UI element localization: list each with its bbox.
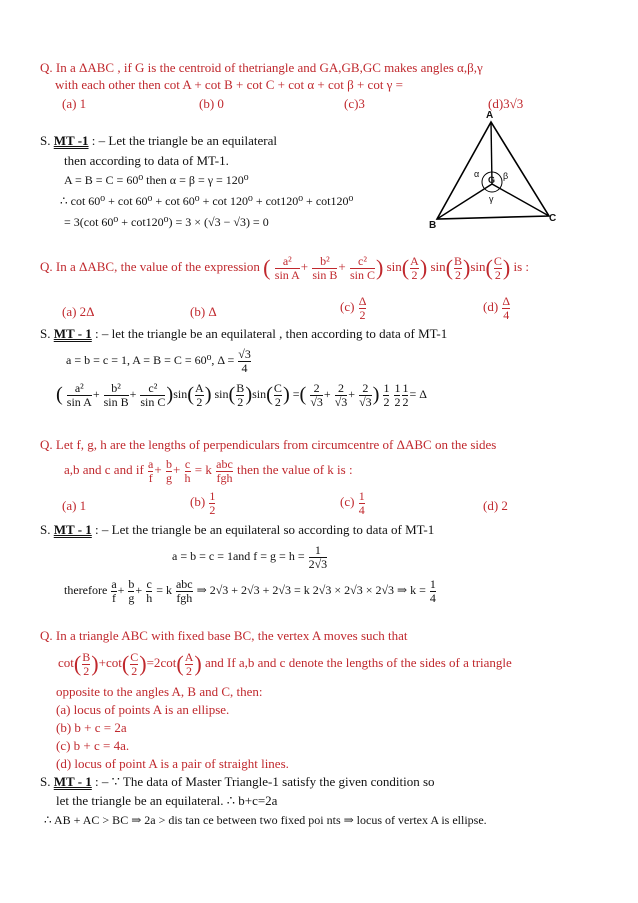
q4-option-d: (d) locus of point A is a pair of straight lines. — [56, 756, 289, 771]
s3-line2: a = b = c = 1and f = g = h = $\frac{1}{2√3}$ — [172, 543, 328, 571]
q2-suffix: is : — [513, 259, 530, 275]
q2-term-a: $\frac{\text{a²}}{\text{sin A}}$ — [274, 254, 300, 282]
s1-line3: A = B = C = 60⁰ then α = β = γ = 120⁰ — [64, 173, 249, 187]
s2-line1 — [40, 326, 447, 342]
s2-line3: ( $\frac{\text{a²}}{\text{sin A}}$ + $\frac{\text{b²}}{\text{sin B}}$ + $\frac{\text{c²}}{\text{sin C}}$ )sin( $\frac{A}{2}$ ) sin( $\frac{B}{2}$ )sin( $\frac{C}{2}$ ) =( $\frac{2}{√3}$ + $\frac{2}{√3}$ + $\frac{2}{√3}$ ) $\frac{1}{2}$ $\frac{1}{2}$ $\frac{1}{2}$ = Δ — [56, 381, 427, 409]
q2-half-a: $\frac{A}{2}$ — [410, 254, 419, 282]
s1-prefix: S. — [40, 133, 51, 148]
s4-line3: ∴ AB + AC > BC ⇒ 2a > dis tan ce between two fixed poi nts ⇒ locus of vertex A is ellipse. — [44, 813, 487, 827]
vertex-b-label: B — [429, 220, 437, 231]
beta-label: β — [503, 171, 509, 181]
centroid-label: G — [488, 175, 496, 185]
q4-line3: opposite to the angles A, B and C, then: — [56, 684, 263, 699]
q3-line2: a,b and c and if $\frac{a}{f}$ + $\frac{b}{g}$ + $\frac{c}{h}$ = k $\frac{\text{abc}}{\text{fgh}}$ then the value of k is : — [64, 457, 353, 485]
q2-option-b: (b) Δ — [190, 304, 217, 319]
q3-line1: Q. Let f, g, h are the lengths of perpendiculars from circumcentre of ΔABC on the sides — [40, 437, 497, 452]
s3-text: : – Let the triangle be an equilateral so according to data of MT-1 — [95, 522, 435, 537]
q4-line2: cot( $\frac{B}{2}$ )+cot( $\frac{C}{2}$ )=2cot( $\frac{A}{2}$ ) and If a,b and c denote the lengths of the sides of a triangle — [58, 650, 512, 678]
q2-half-b: $\frac{B}{2}$ — [453, 254, 462, 282]
s4-line2: let the triangle be an equilateral. ∴ b+c=2a — [56, 793, 278, 808]
q1-option-b: (b) 0 — [199, 96, 224, 111]
q1-option-c: (c)3 — [344, 96, 365, 111]
q2-option-a: (a) 2Δ — [62, 304, 95, 319]
s3-line3: therefore $\frac{a}{f}$ + $\frac{b}{g}$ + $\frac{c}{h}$ = k $\frac{\text{abc}}{\text{fgh}}$ ⇒ 2√3 + 2√3 + 2√3 = k 2√3 × 2√3 × 2√3 ⇒ k = $\frac{1}{4}$ — [64, 577, 436, 605]
s4-text: : – ∵ The data of Master Triangle-1 satisfy the given condition so — [95, 774, 435, 789]
vertex-c-label: C — [549, 213, 557, 224]
q3-option-c: (c) $\frac{1}{4}$ — [340, 489, 365, 517]
s1-line1 — [40, 133, 277, 149]
s2-prefix: S. — [40, 326, 51, 341]
q3-option-a: (a) 1 — [62, 498, 87, 513]
q1-option-a: (a) 1 — [62, 96, 87, 111]
s1-line5: = 3(cot 60⁰ + cot120⁰) = 3 × (√3 − √3) = 0 — [64, 215, 269, 229]
q3-option-b: (b) $\frac{1}{2}$ — [190, 489, 216, 517]
s4-prefix: S. — [40, 774, 51, 789]
q1-line1: Q. In a ΔABC , if G is the centroid of thetriangle and GA,GB,GC makes angles α,β,γ — [40, 60, 483, 75]
q2-expression-line: Q. In a ΔABC, the value of the expression ( $\frac{\text{a²}}{\text{sin A}}$ + $\frac{\text{b²}}{\text{sin B}}$ + $\frac{\text{c²}}{\text{sin C}}$ ) sin( $\frac{A}{2}$ ) sin( $\frac{B}{2}$ )sin( $\frac{C}{2}$ ) is : — [40, 254, 530, 282]
gamma-label: γ — [489, 194, 494, 204]
vertex-a-label: A — [486, 110, 494, 121]
q1-option-d: (d)3√3 — [488, 96, 524, 111]
q4-option-b: (b) b + c = 2a — [56, 720, 127, 735]
q2-prefix: Q. In a ΔABC, the value of the expression — [40, 259, 260, 275]
triangle-figure — [425, 112, 575, 232]
s2-text: : – let the triangle be an equilateral , then according to data of MT-1 — [95, 326, 448, 341]
q4-option-a: (a) locus of points A is an ellipse. — [56, 702, 230, 717]
s2-line2: a = b = c = 1, A = B = C = 60⁰, Δ = $\frac{√3}{4}$ — [66, 347, 251, 375]
s3-mt-label: MT - 1 — [53, 522, 92, 537]
s1-text: : – Let the triangle be an equilateral — [91, 133, 277, 148]
s1-mt-label: MT -1 — [53, 133, 89, 148]
q2-option-c: (c) $\frac{\Delta}{2}$ — [340, 294, 367, 322]
q3-option-d: (d) 2 — [483, 498, 508, 513]
q2-term-b: $\frac{\text{b²}}{\text{sin B}}$ — [312, 254, 338, 282]
q4-option-c: (c) b + c = 4a. — [56, 738, 130, 753]
q2-term-c: $\frac{\text{c²}}{\text{sin C}}$ — [350, 254, 376, 282]
q2-half-c: $\frac{C}{2}$ — [493, 254, 502, 282]
s2-mt-label: MT - 1 — [53, 326, 92, 341]
alpha-label: α — [474, 169, 480, 179]
s3-prefix: S. — [40, 522, 51, 537]
s1-line4: ∴ cot 60⁰ + cot 60⁰ + cot 60⁰ + cot 120⁰ + cot120⁰ + cot120⁰ — [60, 194, 354, 208]
s1-line2: then according to data of MT-1. — [64, 153, 229, 168]
s4-line1 — [40, 774, 435, 790]
q1-line2: with each other then cot A + cot B + cot C + cot α + cot β + cot γ = — [55, 77, 404, 92]
s4-mt-label: MT - 1 — [53, 774, 92, 789]
q2-option-d: (d) $\frac{\Delta}{4}$ — [483, 294, 511, 322]
s3-line1 — [40, 522, 434, 538]
q4-line1: Q. In a triangle ABC with fixed base BC, the vertex A moves such that — [40, 628, 408, 643]
